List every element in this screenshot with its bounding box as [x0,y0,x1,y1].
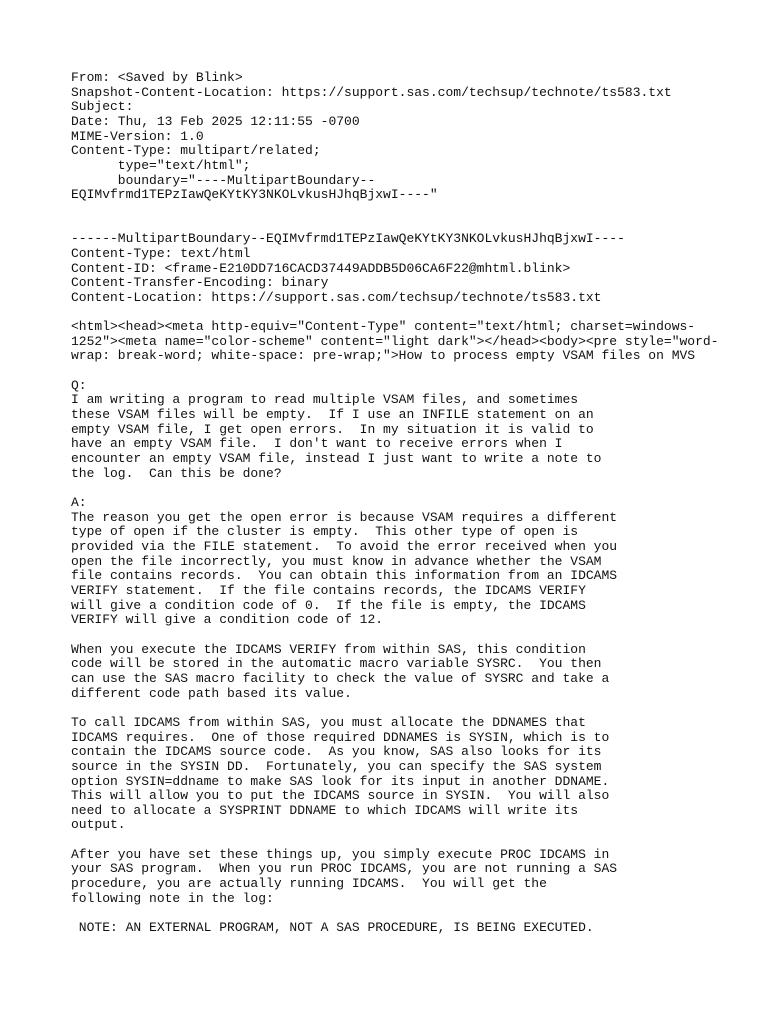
header-line: MIME-Version: 1.0 [71,128,204,144]
html-prefix-line: <html><head><meta http-equiv="Content-Type" content="text/html; charset=windows- [71,319,696,335]
question-line: encounter an empty VSAM file, instead I just want to write a note to [71,451,602,467]
answer-line: code will be stored in the automatic macro variable SYSRC. You then [71,656,602,672]
answer-line: file contains records. You can obtain this information from an IDCAMS [71,568,618,584]
answer-line: After you have set these things up, you simply execute PROC IDCAMS in [71,846,610,862]
question-line: these VSAM files will be empty. If I use an INFILE statement on an [71,407,594,423]
answer-line: need to allocate a SYSPRINT DDNAME to which IDCAMS will write its [71,802,579,818]
header-line: EQIMvfrmd1TEPzIawQeKYtKY3NKOLvkusHJhqBjxwI----" [71,187,438,203]
question-line: empty VSAM file, I get open errors. In my situation it is valid to [71,421,594,437]
answer-line: When you execute the IDCAMS VERIFY from within SAS, this condition [71,641,586,657]
answer-line: contain the IDCAMS source code. As you know, SAS also looks for its [71,744,602,760]
header-line: Date: Thu, 13 Feb 2025 12:11:55 -0700 [71,113,360,129]
answer-line: open the file incorrectly, you must know in advance whether the VSAM [71,553,602,569]
answer-line: output. [71,817,126,833]
answer-line: source in the SYSIN DD. Fortunately, you can specify the SAS system [71,758,602,774]
part-line: Content-Transfer-Encoding: binary [71,275,329,291]
document-page [71,71,748,936]
answer-line: will give a condition code of 0. If the file is empty, the IDCAMS [71,597,586,613]
header-line: From: <Saved by Blink> [71,70,243,85]
answer-line: To call IDCAMS from within SAS, you must allocate the DDNAMES that [71,714,586,730]
answer-line: This will allow you to put the IDCAMS source in SYSIN. You will also [71,788,610,804]
mime-header [71,71,748,936]
log-note-line: NOTE: AN EXTERNAL PROGRAM, NOT A SAS PROCEDURE, IS BEING EXECUTED. [71,920,594,936]
html-prefix-line: wrap: break-word; white-space: pre-wrap;">How to process empty VSAM files on MVS [71,348,696,364]
html-prefix-line: 1252"><meta name="color-scheme" content="light dark"></head><body><pre style="word- [71,333,719,349]
header-line: type="text/html"; [71,157,251,173]
part-line: Content-ID: <frame-E210DD716CACD37449ADDB5D06CA6F22@mhtml.blink> [71,260,571,276]
answer-line: your SAS program. When you run PROC IDCAMS, you are not running a SAS [71,861,618,877]
question-line: the log. Can this be done? [71,465,282,481]
question-line: have an empty VSAM file. I don't want to receive errors when I [71,436,563,452]
part-line: ------MultipartBoundary--EQIMvfrmd1TEPzIawQeKYtKY3NKOLvkusHJhqBjxwI---- [71,231,625,247]
question-line: I am writing a program to read multiple VSAM files, and sometimes [71,392,579,408]
answer-line: procedure, you are actually running IDCAMS. You will get the [71,876,547,892]
answer-line: IDCAMS requires. One of those required DDNAMES is SYSIN, which is to [71,729,610,745]
header-line: boundary="----MultipartBoundary-- [71,172,376,188]
answer-line: following note in the log: [71,890,274,906]
answer-line: option SYSIN=ddname to make SAS look for its input in another DDNAME. [71,773,610,789]
answer-line: provided via the FILE statement. To avoid the error received when you [71,539,618,554]
header-line: Snapshot-Content-Location: https://support.sas.com/techsup/technote/ts583.txt [71,84,672,100]
header-line: Subject: [71,99,134,115]
answer-line: type of open if the cluster is empty. This other type of open is [71,524,579,540]
answer-line: VERIFY will give a condition code of 12. [71,612,384,628]
header-line: Content-Type: multipart/related; [71,143,321,159]
answer-line: The reason you get the open error is because VSAM requires a different [71,509,618,525]
answer-line: different code path based its value. [71,685,352,701]
part-line: Content-Location: https://support.sas.com/techsup/technote/ts583.txt [71,289,602,305]
part-line: Content-Type: text/html [71,245,251,261]
question-line: Q: [71,377,87,393]
answer-line: VERIFY statement. If the file contains records, the IDCAMS VERIFY [71,582,586,598]
answer-line: can use the SAS macro facility to check the value of SYSRC and take a [71,670,610,686]
answer-line: A: [71,495,87,511]
